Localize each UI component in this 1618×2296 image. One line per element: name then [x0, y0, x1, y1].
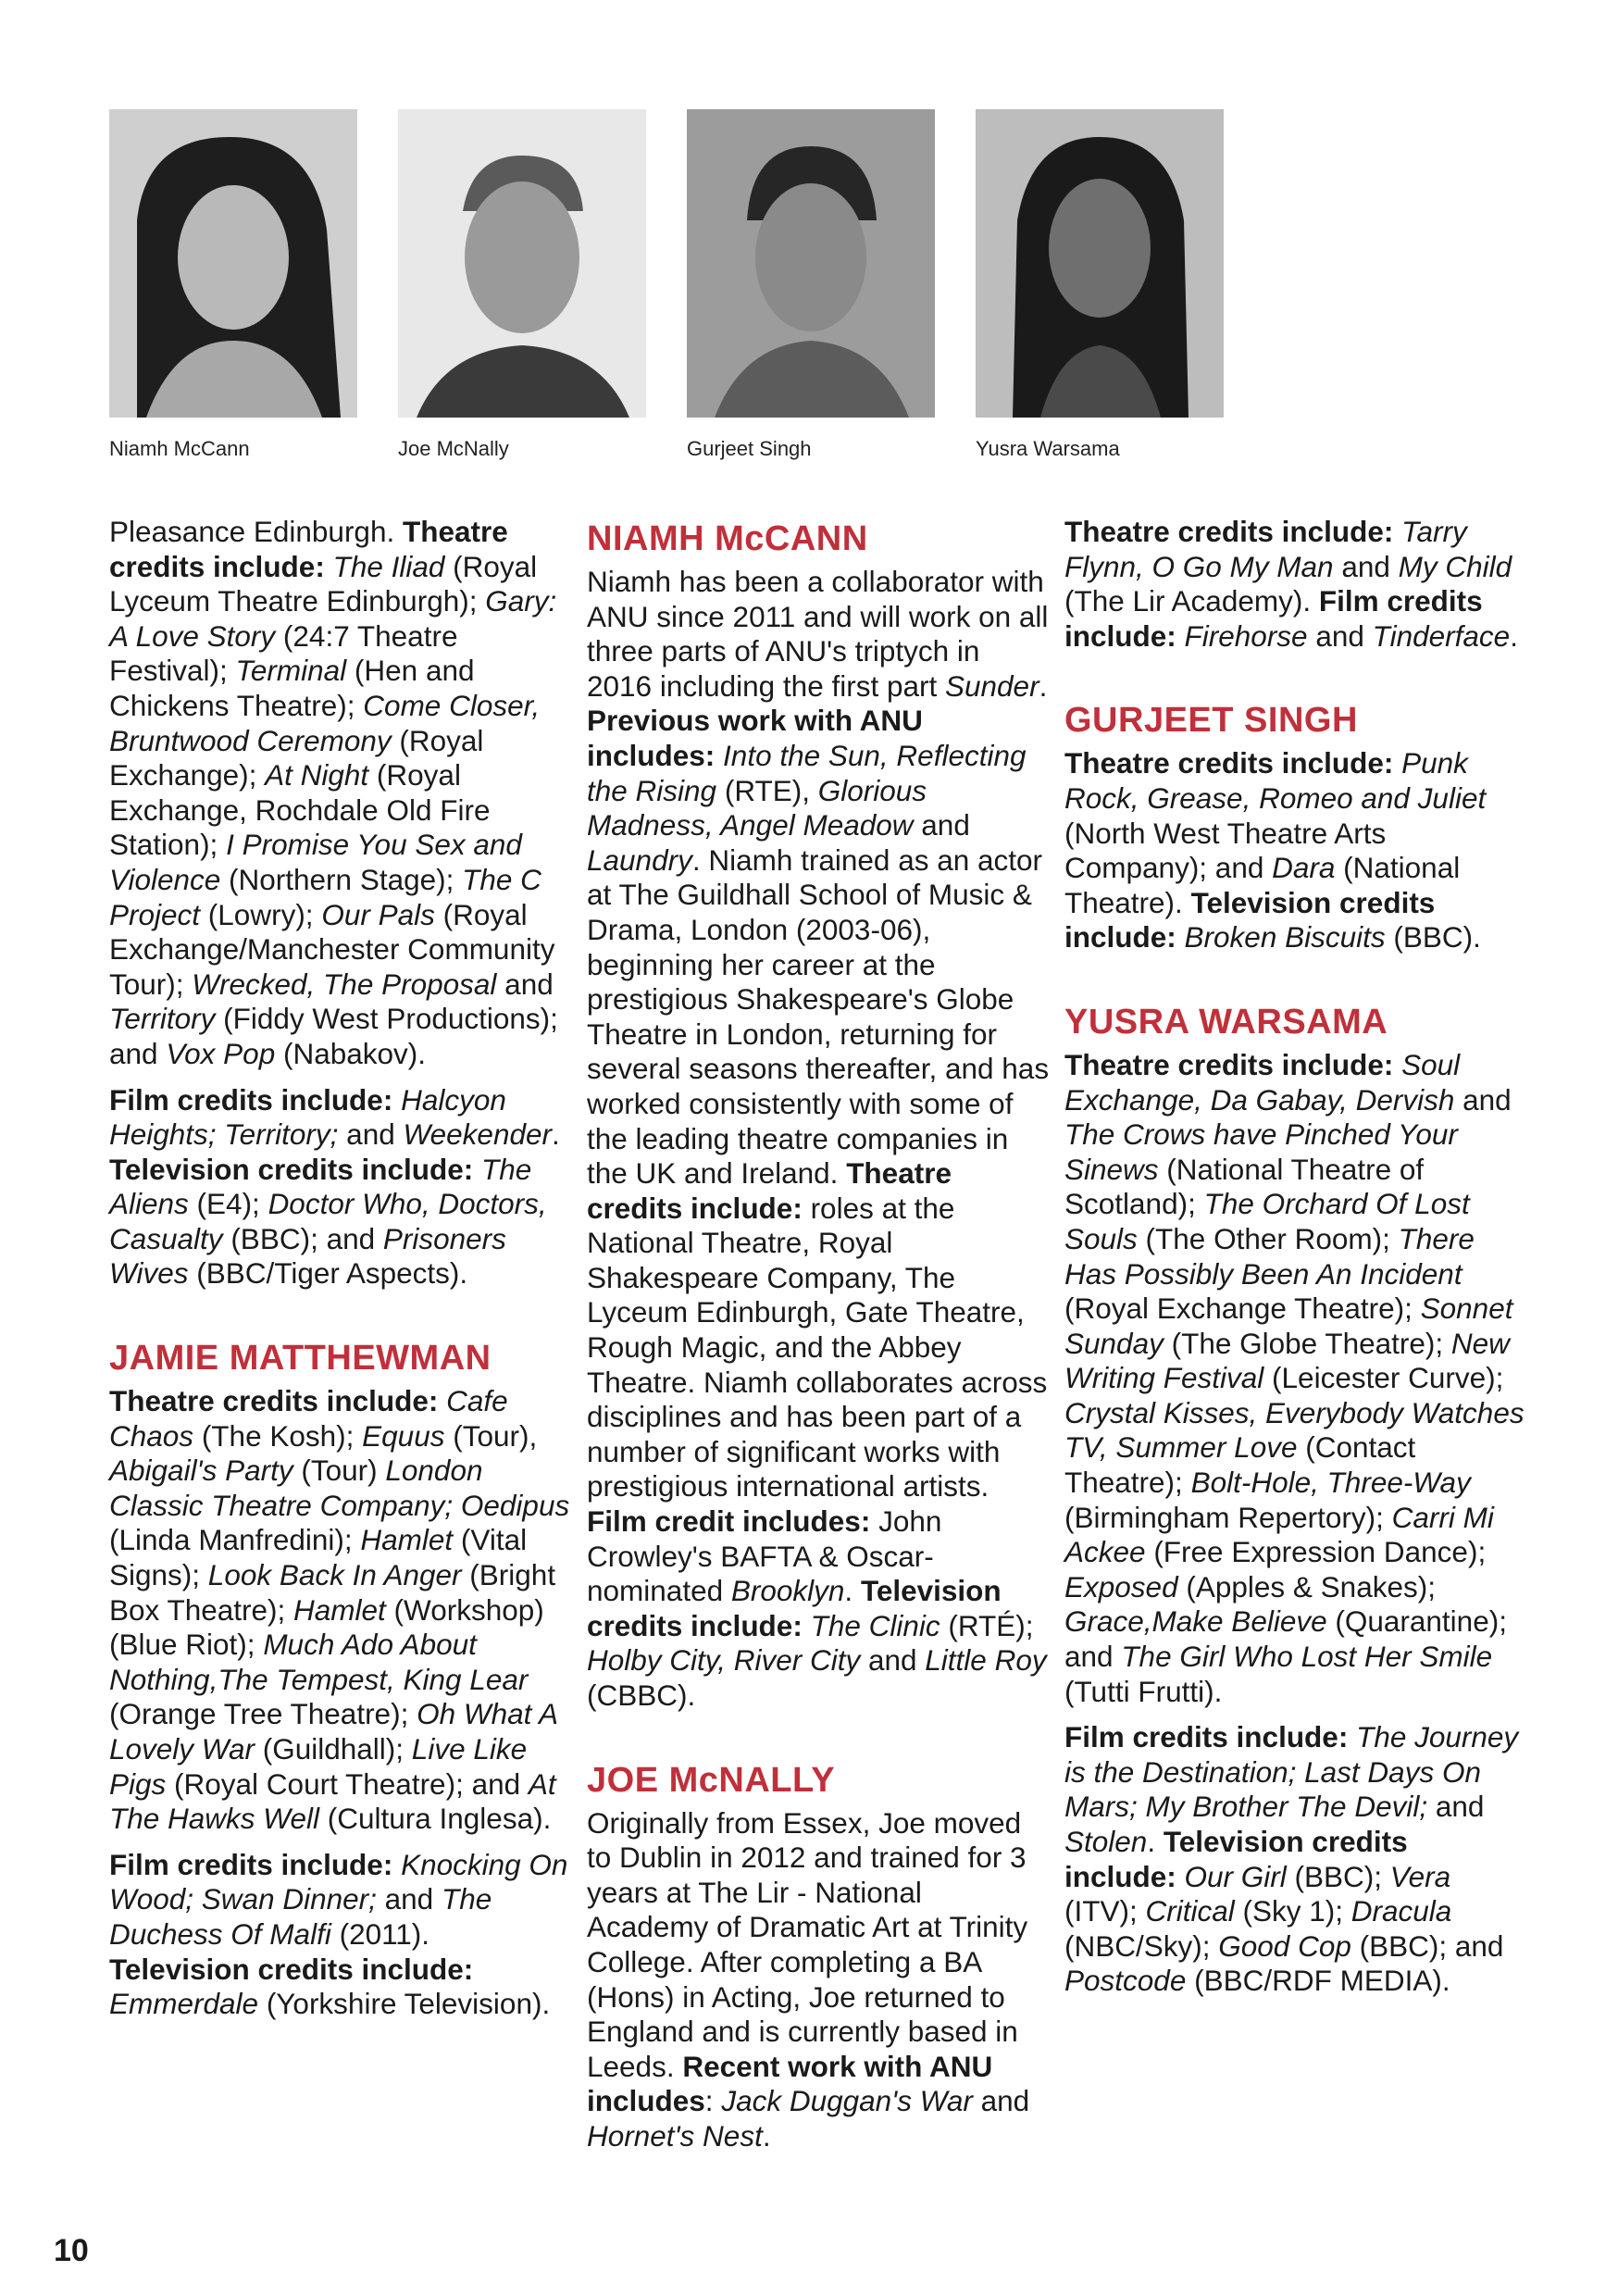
yusra-film-television: Film credits include: The Journey is the Destination; Last Days On Mars; My Brother The Devil; and Stolen. Television credits include: Our Girl (BBC); Vera (ITV); Critical (Sky 1); Dracula (NBC/Sky); Good Cop (BBC); and Postcode (BBC/RDF MEDIA). [1064, 1720, 1519, 1998]
photo-niamh-mccann [109, 109, 357, 418]
jamie-film-television: Film credits include: Knocking On Wood; Swan Dinner; and The Duchess Of Malfi (2011). Television credits include: Emmerdale (Yorkshire Television). [109, 1847, 568, 2021]
column-2 [587, 515, 1050, 2165]
portrait-image [109, 109, 357, 418]
caption-yusra-warsama: Yusra Warsama [976, 437, 1120, 460]
page-number: 10 [54, 2233, 89, 2268]
niamh-bio: Niamh has been a collaborator with ANU since 2011 and will work on all three parts of ANU's triptych in 2016 including the first part Sunder. Previous work with ANU includes: Into the Sun, Reflecting the Rising (RTE), Glorious Madness, Angel Meadow and Laundry. Niamh trained as an actor at The Guildhall School of Music & Drama, London (2003-06), beginning her career at the prestigious Shakespeare's Globe Theatre in London, returning for several seasons thereafter, and has worked consistently with some of the leading theatre companies in the UK and Ireland. Theatre credits include: roles at the National Theatre, Royal Shakespeare Company, The Lyceum Edinburgh, Gate Theatre, Rough Magic, and the Abbey Theatre. Niamh collaborates across disciplines and has been part of a number of significant works with prestigious international artists. Film credit includes: John Crowley's BAFTA & Oscar-nominated Brooklyn. Television credits include: The Clinic (RTÉ); Holby City, River City and Little Roy (CBBC). [587, 565, 1050, 1712]
caption-niamh-mccann: Niamh McCann [109, 437, 250, 460]
portrait-image [976, 109, 1224, 418]
photo-joe-mcnally [398, 109, 646, 418]
yusra-theatre-credits: Theatre credits include: Soul Exchange, Da Gabay, Dervish and The Crows have Pinched Your Sinews (National Theatre of Scotland); The Orchard Of Lost Souls (The Other Room); There Has Possibly Been An Incident (Royal Exchange Theatre); Sonnet Sunday (The Globe Theatre); New Writing Festival (Leicester Curve); Crystal Kisses, Everybody Watches TV, Summer Love (Contact Theatre); Bolt-Hole, Three-Way (Birmingham Repertory); Carri Mi Ackee (Free Expression Dance); Exposed (Apples & Snakes); Grace,Make Believe (Quarantine); and The Girl Who Lost Her Smile (Tutti Frutti). [1064, 1047, 1525, 1708]
caption-gurjeet-singh: Gurjeet Singh [687, 437, 812, 460]
heading-joe-mcnally: JOE McNALLY [587, 1760, 836, 1800]
column-1 [109, 515, 572, 2033]
caption-joe-mcnally: Joe McNally [398, 437, 509, 460]
joe-credits-continued: Theatre credits include: Tarry Flynn, O Go My Man and My Child (The Lir Academy). Film credits include: Firehorse and Tinderface. [1064, 515, 1518, 653]
heading-niamh-mccann: NIAMH McCANN [587, 519, 868, 558]
gurjeet-bio: Theatre credits include: Punk Rock, Grease, Romeo and Juliet (North West Theatre Arts Company); and Dara (National Theatre). Television credits include: Broken Biscuits (BBC). [1064, 746, 1487, 955]
photo-gurjeet-singh [687, 109, 935, 418]
jamie-theatre-credits: Theatre credits include: Cafe Chaos (The Kosh); Equus (Tour), Abigail's Party (Tour) London Classic Theatre Company; Oedipus (Linda Manfredini); Hamlet (Vital Signs); Look Back In Anger (Bright Box Theatre); Hamlet (Workshop) (Blue Riot); Much Ado About Nothing,The Tempest, King Lear (Orange Tree Theatre); Oh What A Lovely War (Guildhall); Live Like Pigs (Royal Court Theatre); and At The Hawks Well (Cultura Inglesa). [109, 1384, 570, 1836]
portrait-image [687, 109, 935, 418]
jamie-film-credits: Film credits include: Halcyon Heights; Territory; and Weekender. Television credits include: The Aliens (E4); Doctor Who, Doctors, Casualty (BBC); and Prisoners Wives (BBC/Tiger Aspects). [109, 1082, 560, 1291]
heading-yusra-warsama: YUSRA WARSAMA [1064, 1002, 1388, 1042]
portrait-image [398, 109, 646, 418]
heading-gurjeet-singh: GURJEET SINGH [1064, 701, 1358, 741]
heading-jamie-matthewman: JAMIE MATTHEWMAN [109, 1339, 492, 1379]
photo-yusra-warsama [976, 109, 1224, 418]
column-3 [1064, 515, 1527, 2010]
jamie-bio-continued: Pleasance Edinburgh. Theatre credits include: The Iliad (Royal Lyceum Theatre Edinburgh); Gary: A Love Story (24:7 Theatre Festival); Terminal (Hen and Chickens Theatre); Come Closer, Bruntwood Ceremony (Royal Exchange); At Night (Royal Exchange, Rochdale Old Fire Station); I Promise You Sex and Violence (Northern Stage); The C Project (Lowry); Our Pals (Royal Exchange/Manchester Community Tour); Wrecked, The Proposal and Territory (Fiddy West Productions); and Vox Pop (Nabakov). [109, 515, 558, 1070]
joe-bio: Originally from Essex, Joe moved to Dublin in 2012 and trained for 3 years at The Lir - National Academy of Dramatic Art at Trinity College. After completing a BA (Hons) in Acting, Joe returned to England and is currently based in Leeds. Recent work with ANU includes: Jack Duggan's War and Hornet's Nest. [587, 1805, 1030, 2152]
